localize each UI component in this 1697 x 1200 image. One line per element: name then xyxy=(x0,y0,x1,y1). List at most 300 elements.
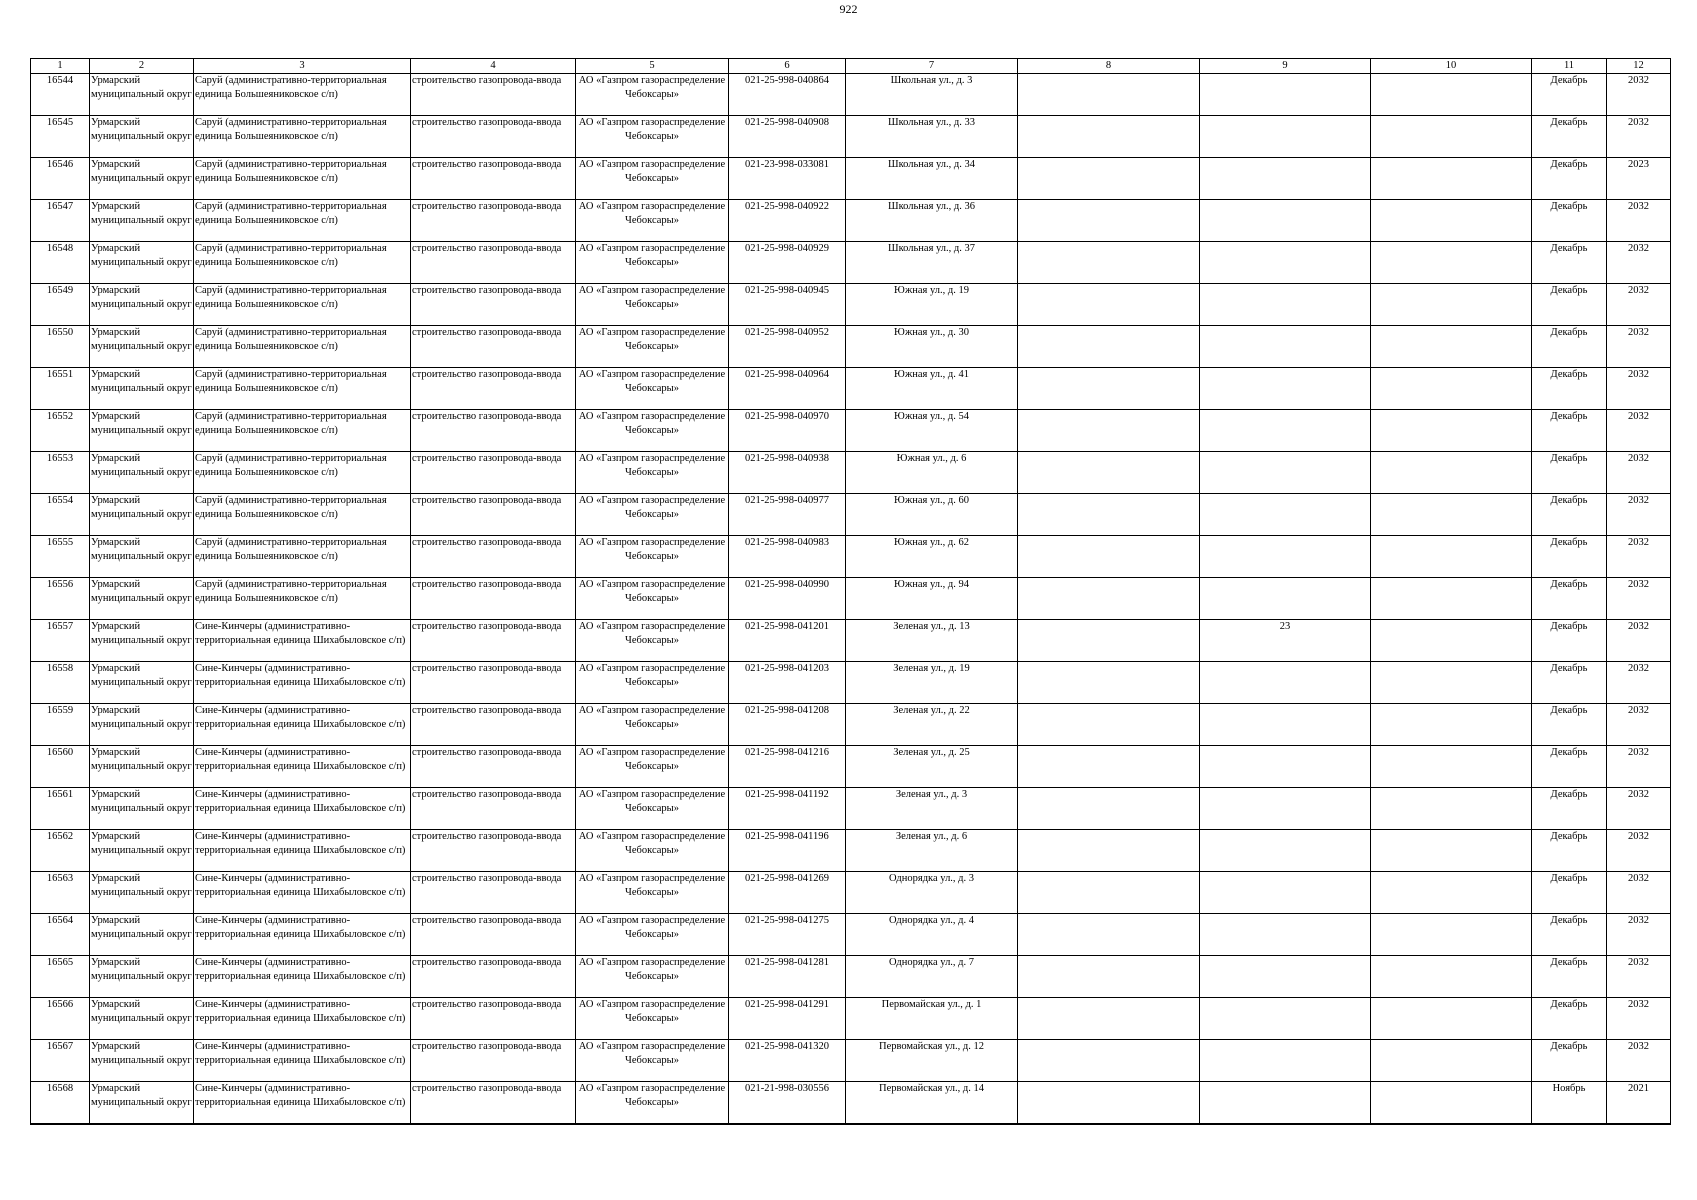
month-cell xyxy=(1532,956,1607,998)
column-9-cell xyxy=(1200,578,1371,620)
table-row xyxy=(31,830,1671,872)
address-cell-text: Южная ул., д. 19 xyxy=(894,285,969,296)
settlement-cell-text: Сине-Кинчеры (административно-территориальная единица Шихабыловское с/п) xyxy=(195,1041,406,1066)
organization-cell-text: АО «Газпром газораспределение Чебоксары» xyxy=(578,201,726,226)
column-10-cell-text xyxy=(1372,746,1530,787)
year-cell-text: 2032 xyxy=(1628,75,1649,86)
column-9-cell xyxy=(1200,116,1371,158)
table-row xyxy=(31,704,1671,746)
organization-cell xyxy=(576,410,729,452)
year-cell xyxy=(1607,452,1671,494)
month-cell xyxy=(1532,1082,1607,1125)
column-8-cell-text xyxy=(1019,746,1198,787)
table-row xyxy=(31,494,1671,536)
column-8-cell-text xyxy=(1019,158,1198,199)
year-cell-text: 2032 xyxy=(1628,453,1649,464)
address-cell-text: Однорядка ул., д. 7 xyxy=(888,957,975,968)
work-type-cell xyxy=(411,410,576,452)
work-type-cell xyxy=(411,536,576,578)
month-cell-text: Декабрь xyxy=(1550,663,1588,674)
object-code-cell xyxy=(729,242,846,284)
column-8-cell-text xyxy=(1019,578,1198,619)
object-code-cell xyxy=(729,1040,846,1082)
district-cell-text: Урмарский муниципальный округ xyxy=(91,789,192,814)
column-8-cell xyxy=(1018,158,1200,200)
column-9-cell-text xyxy=(1201,200,1369,241)
settlement-cell-text: Саруй (административно-территориальная единица Большеяниковское с/п) xyxy=(195,495,387,520)
settlement-cell xyxy=(194,704,411,746)
column-10-cell-text xyxy=(1372,704,1530,745)
organization-cell xyxy=(576,998,729,1040)
organization-cell-text: АО «Газпром газораспределение Чебоксары» xyxy=(578,999,726,1024)
organization-cell xyxy=(576,830,729,872)
address-cell-text: Южная ул., д. 30 xyxy=(894,327,969,338)
month-cell-text: Декабрь xyxy=(1550,411,1588,422)
column-8-cell-text xyxy=(1019,74,1198,115)
table-row xyxy=(31,620,1671,662)
district-cell-text: Урмарский муниципальный округ xyxy=(91,915,192,940)
row-number-cell-text: 16551 xyxy=(46,369,74,380)
month-cell xyxy=(1532,872,1607,914)
column-10-cell xyxy=(1371,578,1532,620)
organization-cell xyxy=(576,662,729,704)
year-cell xyxy=(1607,1082,1671,1125)
column-9-cell-text xyxy=(1201,788,1369,829)
column-header: 3 xyxy=(194,59,411,74)
column-9-cell xyxy=(1200,662,1371,704)
object-code-cell-text: 021-25-998-041320 xyxy=(745,1041,829,1052)
work-type-cell-text: строительство газопровода-ввода xyxy=(412,747,562,758)
table-row xyxy=(31,914,1671,956)
column-8-cell xyxy=(1018,242,1200,284)
work-type-cell-text: строительство газопровода-ввода xyxy=(412,285,562,296)
row-number-cell xyxy=(31,998,90,1040)
column-10-cell-text xyxy=(1372,158,1530,199)
column-8-cell-text xyxy=(1019,326,1198,367)
address-cell xyxy=(846,116,1018,158)
address-cell-text: Первомайская ул., д. 14 xyxy=(879,1083,984,1094)
work-type-cell xyxy=(411,1040,576,1082)
column-9-cell xyxy=(1200,536,1371,578)
work-type-cell xyxy=(411,662,576,704)
settlement-cell-text: Саруй (административно-территориальная единица Большеяниковское с/п) xyxy=(195,369,387,394)
column-8-cell xyxy=(1018,284,1200,326)
settlement-cell xyxy=(194,326,411,368)
work-type-cell-text: строительство газопровода-ввода xyxy=(412,915,562,926)
column-8-cell xyxy=(1018,368,1200,410)
column-9-cell xyxy=(1200,788,1371,830)
month-cell xyxy=(1532,788,1607,830)
column-10-cell xyxy=(1371,158,1532,200)
address-cell xyxy=(846,578,1018,620)
row-number-cell-text: 16561 xyxy=(46,789,74,800)
column-10-cell-text xyxy=(1372,956,1530,997)
district-cell xyxy=(90,872,194,914)
organization-cell-text: АО «Газпром газораспределение Чебоксары» xyxy=(578,915,726,940)
work-type-cell-text: строительство газопровода-ввода xyxy=(412,117,562,128)
column-10-cell xyxy=(1371,662,1532,704)
column-10-cell xyxy=(1371,830,1532,872)
work-type-cell-text: строительство газопровода-ввода xyxy=(412,327,562,338)
month-cell xyxy=(1532,704,1607,746)
work-type-cell-text: строительство газопровода-ввода xyxy=(412,243,562,254)
table-row xyxy=(31,578,1671,620)
organization-cell xyxy=(576,1040,729,1082)
work-type-cell xyxy=(411,116,576,158)
object-code-cell-text: 021-25-998-041269 xyxy=(745,873,829,884)
month-cell xyxy=(1532,158,1607,200)
month-cell-text: Декабрь xyxy=(1550,747,1588,758)
district-cell xyxy=(90,242,194,284)
column-10-cell xyxy=(1371,788,1532,830)
district-cell xyxy=(90,368,194,410)
column-10-cell-text xyxy=(1372,200,1530,241)
column-9-cell xyxy=(1200,242,1371,284)
organization-cell xyxy=(576,158,729,200)
row-number-cell-text: 16566 xyxy=(46,999,74,1010)
district-cell-text: Урмарский муниципальный округ xyxy=(91,1083,192,1108)
address-cell-text: Первомайская ул., д. 12 xyxy=(879,1041,984,1052)
month-cell xyxy=(1532,536,1607,578)
work-type-cell-text: строительство газопровода-ввода xyxy=(412,369,562,380)
work-type-cell xyxy=(411,452,576,494)
address-cell xyxy=(846,704,1018,746)
object-code-cell xyxy=(729,662,846,704)
column-10-cell-text xyxy=(1372,536,1530,577)
table-row xyxy=(31,746,1671,788)
column-header: 12 xyxy=(1607,59,1671,74)
settlement-cell-text: Сине-Кинчеры (административно-территориальная единица Шихабыловское с/п) xyxy=(195,705,406,730)
column-10-cell-text xyxy=(1372,116,1530,157)
column-8-cell xyxy=(1018,746,1200,788)
table-row xyxy=(31,1040,1671,1082)
settlement-cell xyxy=(194,452,411,494)
district-cell xyxy=(90,284,194,326)
column-10-cell-text xyxy=(1372,662,1530,703)
year-cell-text: 2032 xyxy=(1628,411,1649,422)
column-9-cell xyxy=(1200,956,1371,998)
address-cell-text: Школьная ул., д. 37 xyxy=(887,243,976,254)
district-cell xyxy=(90,578,194,620)
object-code-cell xyxy=(729,788,846,830)
district-cell-text: Урмарский муниципальный округ xyxy=(91,663,192,688)
object-code-cell xyxy=(729,704,846,746)
year-cell xyxy=(1607,536,1671,578)
row-number-cell-text: 16547 xyxy=(46,201,74,212)
settlement-cell-text: Саруй (административно-территориальная единица Большеяниковское с/п) xyxy=(195,327,387,352)
column-8-cell xyxy=(1018,956,1200,998)
row-number-cell-text: 16567 xyxy=(46,1041,74,1052)
row-number-cell xyxy=(31,662,90,704)
column-8-cell xyxy=(1018,830,1200,872)
column-9-cell xyxy=(1200,326,1371,368)
column-10-cell-text xyxy=(1372,620,1530,661)
settlement-cell xyxy=(194,536,411,578)
settlement-cell xyxy=(194,830,411,872)
district-cell-text: Урмарский муниципальный округ xyxy=(91,369,192,394)
work-type-cell-text: строительство газопровода-ввода xyxy=(412,1041,562,1052)
row-number-cell-text: 16565 xyxy=(46,957,74,968)
column-9-cell-text xyxy=(1201,410,1369,451)
table-row xyxy=(31,200,1671,242)
year-cell xyxy=(1607,410,1671,452)
column-10-cell xyxy=(1371,872,1532,914)
settlement-cell-text: Сине-Кинчеры (административно-территориальная единица Шихабыловское с/п) xyxy=(195,957,406,982)
month-cell-text: Декабрь xyxy=(1550,579,1588,590)
district-cell-text: Урмарский муниципальный округ xyxy=(91,747,192,772)
row-number-cell-text: 16555 xyxy=(46,537,74,548)
organization-cell xyxy=(576,200,729,242)
column-9-cell-text xyxy=(1201,872,1369,913)
column-10-cell-text xyxy=(1372,284,1530,325)
work-type-cell xyxy=(411,242,576,284)
row-number-cell xyxy=(31,494,90,536)
table-body xyxy=(31,74,1671,1125)
district-cell-text: Урмарский муниципальный округ xyxy=(91,285,192,310)
address-cell-text: Школьная ул., д. 33 xyxy=(887,117,976,128)
month-cell xyxy=(1532,914,1607,956)
year-cell-text: 2032 xyxy=(1628,537,1649,548)
column-10-cell-text xyxy=(1372,1040,1530,1081)
object-code-cell-text: 021-25-998-041291 xyxy=(745,999,829,1010)
organization-cell-text: АО «Газпром газораспределение Чебоксары» xyxy=(578,117,726,142)
table-row xyxy=(31,788,1671,830)
month-cell-text: Декабрь xyxy=(1550,999,1588,1010)
object-code-cell xyxy=(729,1082,846,1125)
row-number-cell-text: 16552 xyxy=(46,411,74,422)
work-type-cell-text: строительство газопровода-ввода xyxy=(412,873,562,884)
district-cell-text: Урмарский муниципальный округ xyxy=(91,117,192,142)
settlement-cell-text: Сине-Кинчеры (административно-территориальная единица Шихабыловское с/п) xyxy=(195,1083,406,1108)
column-8-cell-text xyxy=(1019,452,1198,493)
object-code-cell-text: 021-25-998-040970 xyxy=(745,411,829,422)
address-cell xyxy=(846,620,1018,662)
address-cell-text: Зеленая ул., д. 19 xyxy=(893,663,970,674)
row-number-cell-text: 16562 xyxy=(46,831,74,842)
address-cell xyxy=(846,410,1018,452)
district-cell xyxy=(90,74,194,116)
column-9-cell xyxy=(1200,830,1371,872)
column-10-cell-text xyxy=(1372,74,1530,115)
year-cell xyxy=(1607,1040,1671,1082)
district-cell-text: Урмарский муниципальный округ xyxy=(91,495,192,520)
column-9-cell xyxy=(1200,704,1371,746)
row-number-cell-text: 16554 xyxy=(46,495,74,506)
month-cell-text: Декабрь xyxy=(1550,201,1588,212)
object-code-cell-text: 021-25-998-041196 xyxy=(745,831,829,842)
object-code-cell xyxy=(729,914,846,956)
object-code-cell xyxy=(729,830,846,872)
column-9-cell-text: 23 xyxy=(1279,621,1291,632)
district-cell xyxy=(90,998,194,1040)
year-cell xyxy=(1607,284,1671,326)
column-header: 7 xyxy=(846,59,1018,74)
row-number-cell xyxy=(31,914,90,956)
column-8-cell xyxy=(1018,914,1200,956)
column-header: 10 xyxy=(1371,59,1532,74)
object-code-cell-text: 021-25-998-041281 xyxy=(745,957,829,968)
address-cell-text: Южная ул., д. 54 xyxy=(894,411,969,422)
column-8-cell-text xyxy=(1019,410,1198,451)
object-code-cell xyxy=(729,998,846,1040)
settlement-cell xyxy=(194,74,411,116)
work-type-cell-text: строительство газопровода-ввода xyxy=(412,453,562,464)
organization-cell xyxy=(576,116,729,158)
column-header: 1 xyxy=(31,59,90,74)
row-number-cell-text: 16544 xyxy=(46,75,74,86)
settlement-cell-text: Саруй (административно-территориальная единица Большеяниковское с/п) xyxy=(195,285,387,310)
settlement-cell-text: Саруй (административно-территориальная единица Большеяниковское с/п) xyxy=(195,201,387,226)
month-cell-text: Декабрь xyxy=(1550,873,1588,884)
month-cell xyxy=(1532,326,1607,368)
district-cell-text: Урмарский муниципальный округ xyxy=(91,999,192,1024)
year-cell-text: 2032 xyxy=(1628,495,1649,506)
row-number-cell xyxy=(31,200,90,242)
object-code-cell xyxy=(729,74,846,116)
work-type-cell-text: строительство газопровода-ввода xyxy=(412,159,562,170)
organization-cell xyxy=(576,452,729,494)
column-header: 5 xyxy=(576,59,729,74)
work-type-cell-text: строительство газопровода-ввода xyxy=(412,411,562,422)
address-cell-text: Южная ул., д. 41 xyxy=(894,369,969,380)
address-cell-text: Однорядка ул., д. 4 xyxy=(888,915,975,926)
settlement-cell-text: Саруй (административно-территориальная единица Большеяниковское с/п) xyxy=(195,75,387,100)
district-cell-text: Урмарский муниципальный округ xyxy=(91,537,192,562)
settlement-cell-text: Саруй (административно-территориальная единица Большеяниковское с/п) xyxy=(195,159,387,184)
address-cell-text: Зеленая ул., д. 6 xyxy=(895,831,968,842)
organization-cell-text: АО «Газпром газораспределение Чебоксары» xyxy=(578,159,726,184)
work-type-cell xyxy=(411,200,576,242)
settlement-cell xyxy=(194,158,411,200)
organization-cell-text: АО «Газпром газораспределение Чебоксары» xyxy=(578,579,726,604)
organization-cell-text: АО «Газпром газораспределение Чебоксары» xyxy=(578,789,726,814)
column-8-cell xyxy=(1018,74,1200,116)
row-number-cell-text: 16568 xyxy=(46,1083,74,1094)
year-cell-text: 2032 xyxy=(1628,243,1649,254)
column-10-cell-text xyxy=(1372,368,1530,409)
month-cell-text: Декабрь xyxy=(1550,117,1588,128)
month-cell-text: Декабрь xyxy=(1550,327,1588,338)
column-8-cell xyxy=(1018,536,1200,578)
column-8-cell xyxy=(1018,452,1200,494)
organization-cell-text: АО «Газпром газораспределение Чебоксары» xyxy=(578,873,726,898)
address-cell xyxy=(846,788,1018,830)
row-number-cell-text: 16545 xyxy=(46,117,74,128)
column-8-cell-text xyxy=(1019,368,1198,409)
column-10-cell xyxy=(1371,242,1532,284)
work-type-cell xyxy=(411,158,576,200)
organization-cell-text: АО «Газпром газораспределение Чебоксары» xyxy=(578,663,726,688)
row-number-cell xyxy=(31,242,90,284)
object-code-cell xyxy=(729,536,846,578)
organization-cell-text: АО «Газпром газораспределение Чебоксары» xyxy=(578,1041,726,1066)
column-9-cell xyxy=(1200,368,1371,410)
month-cell-text: Декабрь xyxy=(1550,789,1588,800)
object-code-cell-text: 021-25-998-040908 xyxy=(745,117,829,128)
work-type-cell-text: строительство газопровода-ввода xyxy=(412,537,562,548)
district-cell xyxy=(90,452,194,494)
column-8-cell xyxy=(1018,620,1200,662)
work-type-cell xyxy=(411,704,576,746)
object-code-cell xyxy=(729,494,846,536)
month-cell xyxy=(1532,452,1607,494)
work-type-cell xyxy=(411,956,576,998)
year-cell-text: 2032 xyxy=(1628,789,1649,800)
settlement-cell xyxy=(194,200,411,242)
row-number-cell xyxy=(31,956,90,998)
object-code-cell xyxy=(729,326,846,368)
column-10-cell xyxy=(1371,284,1532,326)
work-type-cell-text: строительство газопровода-ввода xyxy=(412,75,562,86)
organization-cell xyxy=(576,578,729,620)
object-code-cell-text: 021-23-998-033081 xyxy=(745,159,829,170)
address-cell-text: Зеленая ул., д. 25 xyxy=(893,747,970,758)
district-cell xyxy=(90,200,194,242)
row-number-cell xyxy=(31,830,90,872)
organization-cell-text: АО «Газпром газораспределение Чебоксары» xyxy=(578,243,726,268)
year-cell xyxy=(1607,326,1671,368)
column-number-row xyxy=(31,59,1671,74)
column-9-cell xyxy=(1200,872,1371,914)
column-10-cell-text xyxy=(1372,914,1530,955)
column-9-cell-text xyxy=(1201,1040,1369,1081)
organization-cell xyxy=(576,914,729,956)
address-cell xyxy=(846,998,1018,1040)
work-type-cell-text: строительство газопровода-ввода xyxy=(412,957,562,968)
address-cell-text: Однорядка ул., д. 3 xyxy=(888,873,975,884)
row-number-cell xyxy=(31,116,90,158)
column-9-cell-text xyxy=(1201,116,1369,157)
year-cell xyxy=(1607,788,1671,830)
district-cell xyxy=(90,494,194,536)
column-10-cell-text xyxy=(1372,578,1530,619)
row-number-cell xyxy=(31,158,90,200)
column-8-cell xyxy=(1018,578,1200,620)
column-10-cell xyxy=(1371,620,1532,662)
year-cell xyxy=(1607,578,1671,620)
column-8-cell xyxy=(1018,494,1200,536)
work-type-cell xyxy=(411,830,576,872)
district-cell xyxy=(90,662,194,704)
work-type-cell-text: строительство газопровода-ввода xyxy=(412,705,562,716)
year-cell-text: 2032 xyxy=(1628,663,1649,674)
month-cell xyxy=(1532,494,1607,536)
year-cell-text: 2032 xyxy=(1628,831,1649,842)
month-cell xyxy=(1532,662,1607,704)
month-cell xyxy=(1532,284,1607,326)
object-code-cell-text: 021-25-998-040977 xyxy=(745,495,829,506)
row-number-cell xyxy=(31,410,90,452)
month-cell-text: Декабрь xyxy=(1550,1041,1588,1052)
column-9-cell-text xyxy=(1201,368,1369,409)
column-9-cell-text xyxy=(1201,284,1369,325)
address-cell-text: Зеленая ул., д. 13 xyxy=(893,621,970,632)
work-type-cell xyxy=(411,914,576,956)
object-code-cell-text: 021-25-998-040922 xyxy=(745,201,829,212)
month-cell-text: Декабрь xyxy=(1550,159,1588,170)
object-code-cell xyxy=(729,116,846,158)
organization-cell-text: АО «Газпром газораспределение Чебоксары» xyxy=(578,957,726,982)
column-10-cell-text xyxy=(1372,410,1530,451)
column-10-cell xyxy=(1371,368,1532,410)
column-8-cell-text xyxy=(1019,704,1198,745)
address-cell xyxy=(846,200,1018,242)
object-code-cell-text: 021-25-998-040945 xyxy=(745,285,829,296)
row-number-cell xyxy=(31,704,90,746)
address-cell-text: Зеленая ул., д. 3 xyxy=(895,789,968,800)
column-8-cell-text xyxy=(1019,200,1198,241)
organization-cell xyxy=(576,368,729,410)
